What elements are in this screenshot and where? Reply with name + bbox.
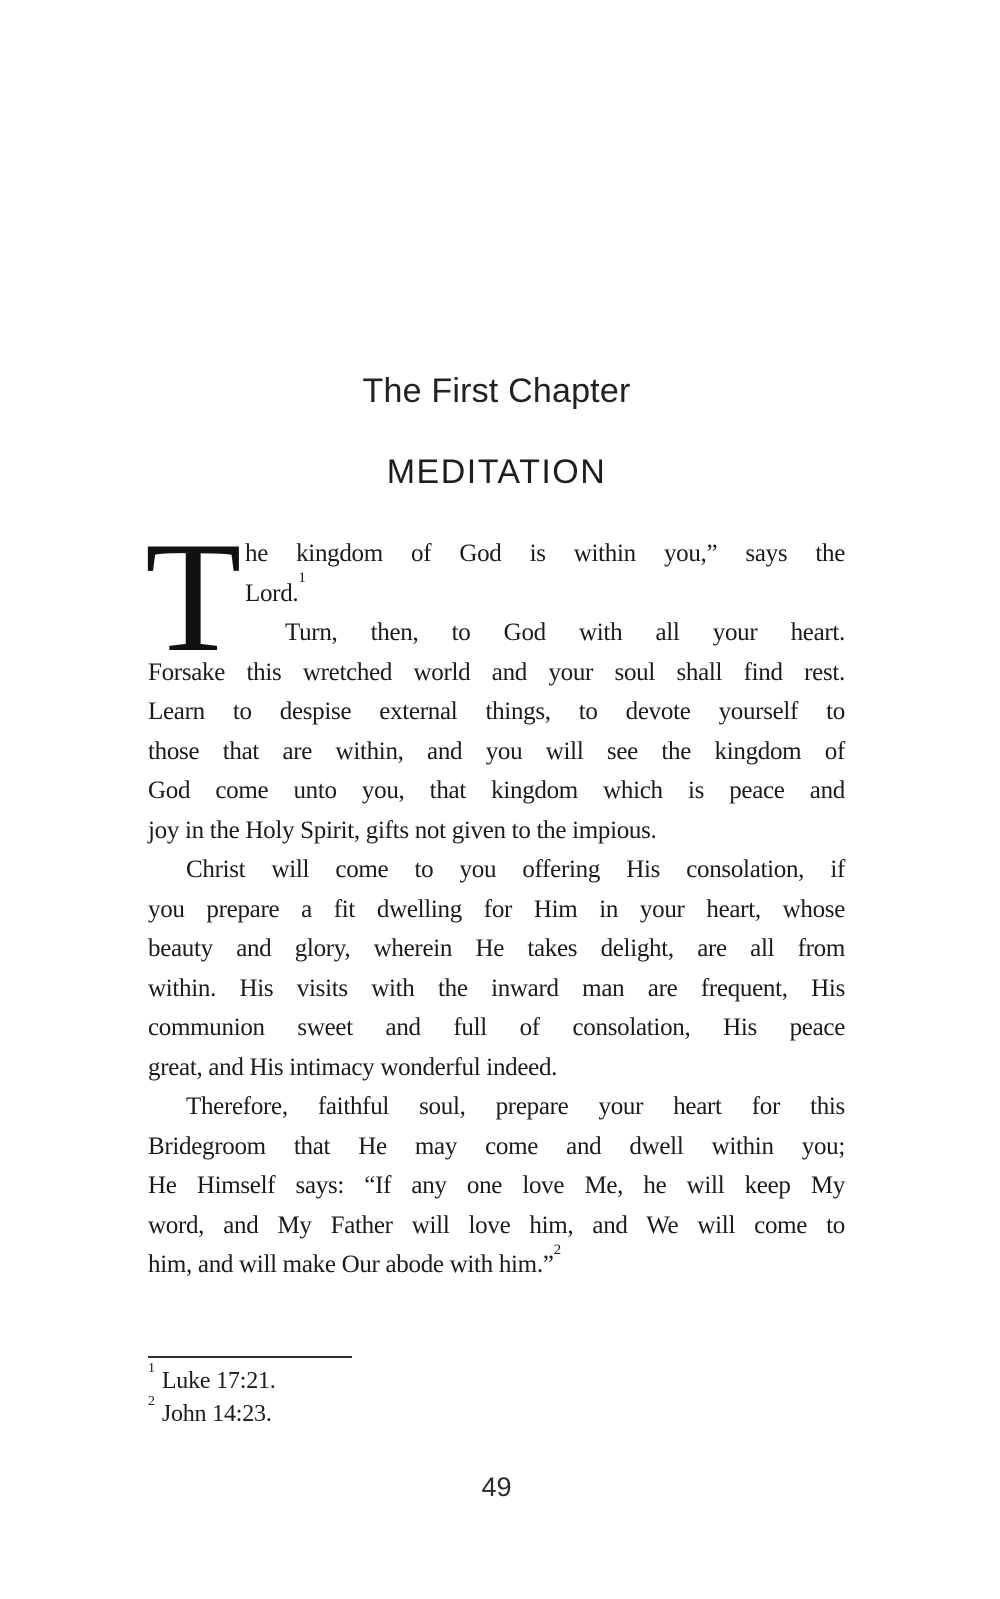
body-line-text: joy in the Holy Spirit, gifts not given to the impious. [148,816,657,844]
footnote-rule [148,1356,352,1358]
page-number: 49 [481,1472,512,1502]
body-line-text: Lord. [245,579,299,607]
body-line-text: within. His visits with the inward man are frequent, His [148,974,845,1002]
body-line-text: great, and His intimacy wonderful indeed. [148,1053,558,1081]
body-line-text: beauty and glory, wherein He takes delight, are all from [148,935,845,962]
body-line [148,890,845,930]
body-line [148,653,845,693]
body-line-text: he kingdom of God is within you,” says the [245,540,845,567]
body-line-text: Bridegroom that He may come and dwell within you; [148,1132,845,1160]
body-line [148,613,845,653]
footnote-marker: 1 [148,1361,155,1376]
body-line [148,534,845,574]
body-line [148,771,845,811]
body-line-text: word, and My Father will love him, and We will come to [148,1211,845,1239]
body-line [148,1127,845,1167]
body-line-text: Turn, then, to God with all your heart. [285,619,845,646]
body-line [148,1048,845,1088]
footnote-text: Luke 17:21. [161,1368,276,1394]
body-line-text: him, and will make Our abode with him.” [148,1251,554,1278]
drop-cap: T [145,510,242,685]
body-line-text: God come unto you, that kingdom which is peace and [148,777,845,804]
body-line [148,1241,845,1285]
footnote-ref-1: 1 [298,570,306,587]
footnote-ref-2: 2 [553,1241,562,1258]
body-line-text: Forsake this wretched world and your soul shall find rest. [148,658,845,686]
footnotes [148,1356,548,1431]
footnote [148,1361,548,1398]
body-line [148,811,845,851]
footnote-text: John 14:23. [161,1401,272,1427]
footnote [148,1394,548,1431]
body-line-text: He Himself says: “If any one love Me, he will keep My [148,1172,845,1199]
body-line [148,570,845,614]
body-line [148,1206,845,1246]
body-line-text: Learn to despise external things, to devote yourself to [148,698,845,725]
body-line [148,1087,845,1127]
body-line-text: Therefore, faithful soul, prepare your heart for this [186,1093,845,1120]
body-line [148,929,845,969]
body-line [148,850,845,890]
body-line [148,969,845,1009]
section-title: MEDITATION [386,453,607,491]
body-text [145,510,845,1285]
chapter-title: The First Chapter [362,372,631,410]
body-line [148,1166,845,1206]
body-line [148,1008,845,1048]
body-line-text: Christ will come to you offering His consolation, if [186,856,845,883]
body-line [148,732,845,772]
body-line-text: communion sweet and full of consolation, His peace [148,1014,845,1041]
body-line [148,692,845,732]
body-line-text: those that are within, and you will see the kingdom of [148,737,845,765]
footnote-marker: 2 [148,1394,155,1409]
body-line-text: you prepare a fit dwelling for Him in your heart, whose [148,895,845,923]
